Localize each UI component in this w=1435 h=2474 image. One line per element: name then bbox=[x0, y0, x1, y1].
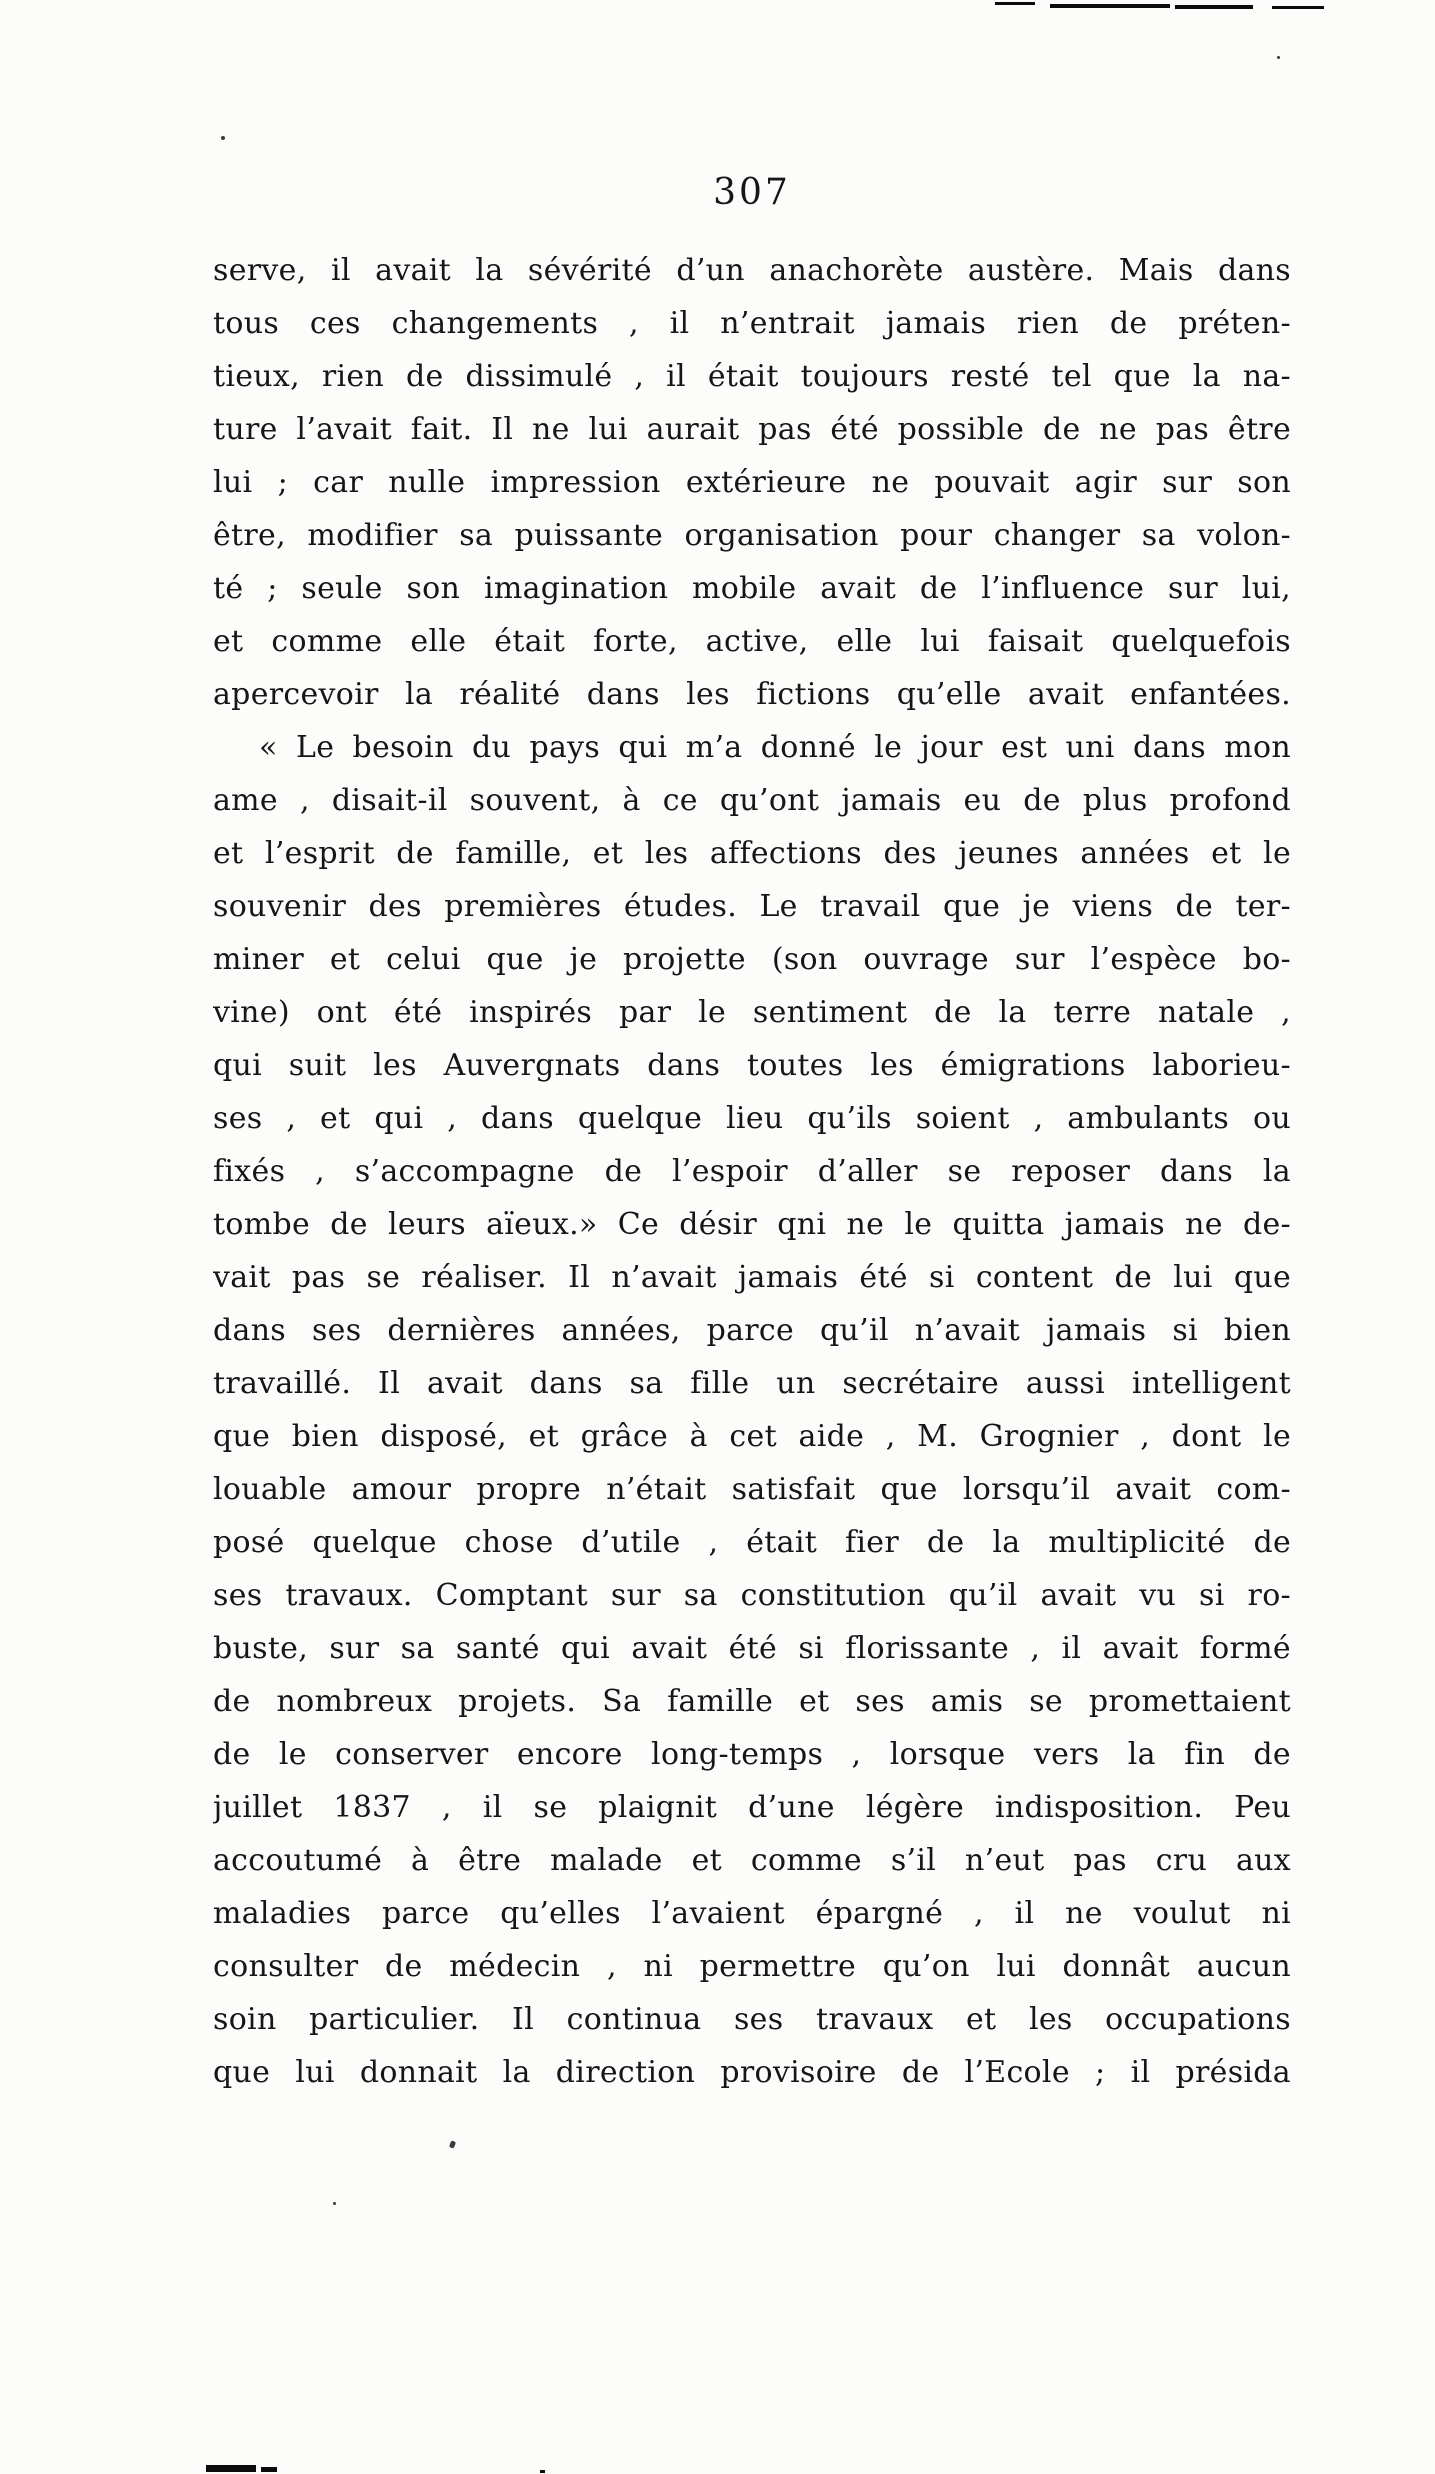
text-line: être, modifier sa puissante organisation pour changer sa volon- bbox=[213, 518, 1291, 553]
text-line: tieux, rien de dissimulé , il était toujours resté tel que la na- bbox=[213, 359, 1291, 394]
text-line: consulter de médecin , ni permettre qu’on lui donnât aucun bbox=[213, 1949, 1291, 1984]
text-line: et l’esprit de famille, et les affections des jeunes années et le bbox=[213, 836, 1291, 871]
text-line: que lui donnait la direction provisoire de l’Ecole ; il présida bbox=[213, 2055, 1291, 2090]
text-line: ame , disait-il souvent, à ce qu’ont jamais eu de plus profond bbox=[213, 783, 1291, 818]
scan-artifact-bottom-line bbox=[540, 2470, 545, 2473]
text-line: tous ces changements , il n’entrait jamais rien de préten- bbox=[213, 306, 1291, 341]
text-line: ses travaux. Comptant sur sa constitution qu’il avait vu si ro- bbox=[213, 1578, 1291, 1613]
text-line: de nombreux projets. Sa famille et ses amis se promettaient bbox=[213, 1684, 1291, 1719]
text-line: souvenir des premières études. Le travail que je viens de ter- bbox=[213, 889, 1291, 924]
scan-artifact-top-line bbox=[995, 2, 1035, 5]
text-line: accoutumé à être malade et comme s’il n’eut pas cru aux bbox=[213, 1843, 1291, 1878]
text-line: buste, sur sa santé qui avait été si florissante , il avait formé bbox=[213, 1631, 1291, 1666]
text-line: et comme elle était forte, active, elle lui faisait quelquefois bbox=[213, 624, 1291, 659]
text-line: serve, il avait la sévérité d’un anachorète austère. Mais dans bbox=[213, 253, 1291, 288]
text-line: posé quelque chose d’utile , était fier de la multiplicité de bbox=[213, 1525, 1291, 1560]
text-line: fixés , s’accompagne de l’espoir d’aller se reposer dans la bbox=[213, 1154, 1291, 1189]
ink-speck bbox=[333, 2202, 336, 2205]
ink-speck bbox=[449, 2140, 456, 2148]
ink-speck bbox=[1277, 56, 1280, 59]
paragraph bbox=[213, 244, 1291, 721]
text-line: travaillé. Il avait dans sa fille un secrétaire aussi intelligent bbox=[213, 1366, 1291, 1401]
text-line: de le conserver encore long-temps , lorsque vers la fin de bbox=[213, 1737, 1291, 1772]
text-line: qui suit les Auvergnats dans toutes les émigrations laborieu- bbox=[213, 1048, 1291, 1083]
text-line: que bien disposé, et grâce à cet aide , M. Grognier , dont le bbox=[213, 1419, 1291, 1454]
scan-artifact-top-line bbox=[1272, 6, 1324, 9]
scan-artifact-top-line bbox=[1175, 5, 1253, 9]
page-text bbox=[213, 244, 1291, 2099]
text-line: vine) ont été inspirés par le sentiment de la terre natale , bbox=[213, 995, 1291, 1030]
scan-artifact-bottom-line bbox=[206, 2465, 256, 2472]
text-line: dans ses dernières années, parce qu’il n’avait jamais si bien bbox=[213, 1313, 1291, 1348]
text-line: tombe de leurs aïeux.» Ce désir qni ne le quitta jamais ne de- bbox=[213, 1207, 1291, 1242]
scan-artifact-top-line bbox=[1050, 4, 1170, 8]
text-line: maladies parce qu’elles l’avaient épargné , il ne voulut ni bbox=[213, 1896, 1291, 1931]
scan-artifact-bottom-line bbox=[261, 2467, 277, 2472]
text-line: louable amour propre n’était satisfait que lorsqu’il avait com- bbox=[213, 1472, 1291, 1507]
text-line: ses , et qui , dans quelque lieu qu’ils soient , ambulants ou bbox=[213, 1101, 1291, 1136]
text-line: té ; seule son imagination mobile avait de l’influence sur lui, bbox=[213, 571, 1291, 606]
ink-speck bbox=[221, 136, 225, 140]
text-line: vait pas se réaliser. Il n’avait jamais été si content de lui que bbox=[213, 1260, 1291, 1295]
page-number: 307 bbox=[713, 172, 791, 213]
text-line: apercevoir la réalité dans les fictions qu’elle avait enfantées. bbox=[213, 677, 1291, 712]
text-line: ture l’avait fait. Il ne lui aurait pas été possible de ne pas être bbox=[213, 412, 1291, 447]
text-line: soin particulier. Il continua ses travaux et les occupations bbox=[213, 2002, 1291, 2037]
paragraph bbox=[213, 721, 1291, 2099]
text-line: lui ; car nulle impression extérieure ne pouvait agir sur son bbox=[213, 465, 1291, 500]
text-line: miner et celui que je projette (son ouvrage sur l’espèce bo- bbox=[213, 942, 1291, 977]
text-line: « Le besoin du pays qui m’a donné le jour est uni dans mon bbox=[259, 730, 1291, 765]
text-line: juillet 1837 , il se plaignit d’une légère indisposition. Peu bbox=[213, 1790, 1291, 1825]
